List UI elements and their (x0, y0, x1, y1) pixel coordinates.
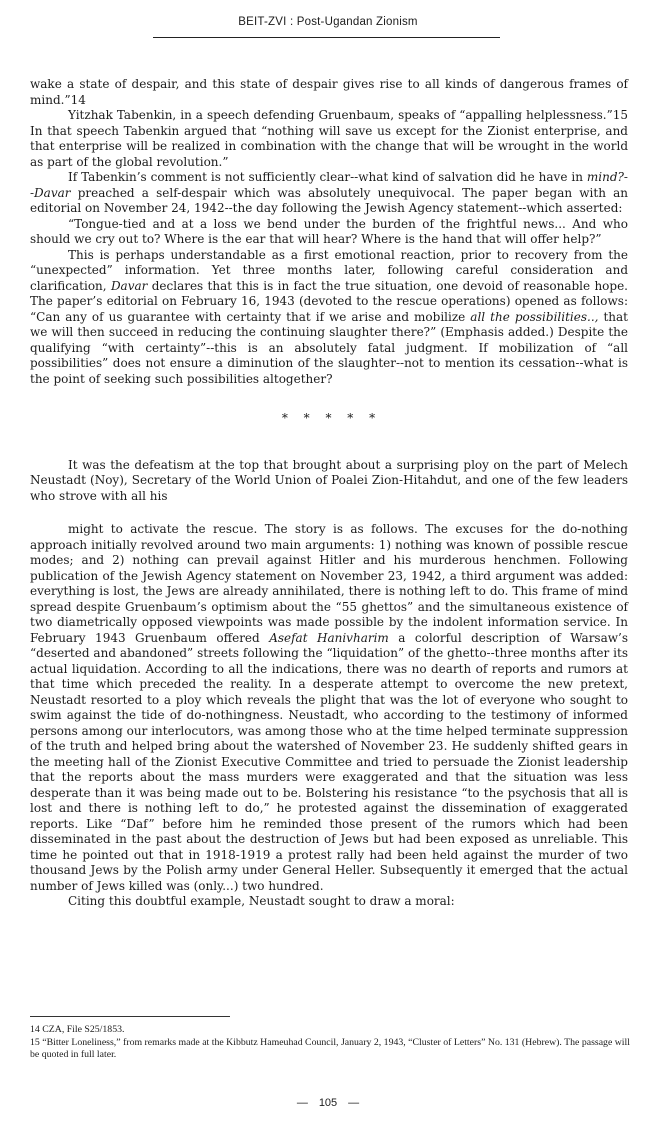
paragraph (30, 170, 628, 217)
text-run: preached a self-despair which was absolutely unequivocal. The paper began with an editorial on November 24, 1942--the day following the Jewish Agency statement--which asserted: (30, 185, 628, 215)
paragraph (30, 77, 628, 108)
text-run: wake a state of despair, and this state of despair gives rise to all kinds of dangerous frames of mind.”14 (30, 77, 628, 107)
text-run: Citing this doubtful example, Neustadt sought to draw a moral: (68, 894, 455, 908)
page-number: 105 (318, 1097, 338, 1109)
header-rule (153, 37, 500, 38)
paragraph (30, 248, 628, 388)
footnotes-list (30, 1024, 630, 1062)
body-text (30, 77, 628, 910)
paragraph-gap (30, 504, 628, 522)
italic-text-run: Asefat Hanivharim (269, 630, 389, 645)
running-header-title: BEIT-ZVI : Post-Ugandan Zionism (238, 16, 418, 28)
text-run: that we will then succeed in reducing the continuing slaughter there?” (Emphasis added.) Despite the qualifying “with certainty”--this is an absolutely fatal judgment. If mobilization of “all possibilities” does not ensure a diminution of the slaughter--not to mention its cessation--what is the point of seeking such possibilities altogether? (30, 309, 629, 386)
paragraph (30, 108, 628, 170)
footnote: 15 “Bitter Loneliness,” from remarks made at the Kibbutz Hameuhad Council, January 2, 1943, “Cluster of Letters” No. 131 (Hebrew). The passage will be quoted in full later. (30, 1036, 630, 1060)
paragraph (30, 458, 628, 505)
page-footer (0, 1097, 656, 1109)
footnote: 14 CZA, File S25/1853. (30, 1024, 125, 1035)
text-run: declares that this is in fact the true situation, one devoid of reasonable hope. The paper’s editorial on February 16, 1943 (devoted to the rescue operations) opened as follows: “Can any of us guarantee with certainty that if we arise and mobilize (30, 278, 628, 324)
footnote-separator-rule (30, 1016, 230, 1017)
section-separator: * * * * * (281, 411, 377, 425)
footer-left-dash: — (296, 1097, 308, 1109)
paragraph (30, 217, 628, 248)
italic-text-run: mind?--Davar (30, 170, 628, 200)
italic-text-run: Davar (110, 278, 148, 293)
text-run: a colorful description of Warsaw’s “deserted and abandoned” streets following the “liquidation” of the ghetto--three months after its actual liquidation. According to all the indications, there was no dearth of reports and rumors at that time which preceded the reality. In a desperate attempt to overcome the new pretext, Neustadt resorted to a ploy which reveals the plight that was the lot of everyone who sought to swim against the tide of do-nothingness. Neustadt, who according to the testimony of informed persons among our interlocutors, was among those who at the time helped terminate suppression of the truth and helped bring about the watershed of November 23. He suddenly shifted gears in the meeting hall of the Zionist Executive Committee and tried to persuade the Zionist leadership that the reports about the mass murders were exaggerated and that the situation was less desperate than it was being made out to be. Bolstering his resistance “to the psychosis that all is lost and there is nothing left to do,” he protested against the dissemination of exaggerated reports. Like “Daf” before him he reminded those present of the rumors which had been disseminated in the past about the destruction of Jews but had been exposed as unreliable. This time he pointed out that in 1918-1919 a protest rally had been held against the murder of two thousand Jews by the Polish army under General Heller. Subsequently it emerged that the actual number of Jews killed was (only...) two hundred. (30, 630, 628, 893)
paragraph (30, 522, 628, 894)
footer-right-dash: — (348, 1097, 360, 1109)
text-run: Yitzhak Tabenkin, in a speech defending Gruenbaum, speaks of “appalling helplessness.”15 In that speech Tabenkin argued that “nothing will save us except for the Zionist enterprise, and that enterprise will be realized in combination with the change that will be wrought in the world as part of the global revolution.” (30, 108, 628, 169)
text-run: If Tabenkin’s comment is not sufficiently clear--what kind of salvation did he have in (68, 170, 587, 184)
footnotes-section (30, 1016, 630, 1062)
text-run: “Tongue-tied and at a loss we bend under the burden of the frightful news... And who should we cry out to? Where is the ear that will hear? Where is the hand that will offer help?” (30, 216, 628, 246)
text-run: might to activate the rescue. The story is as follows. The excuses for the do-nothing approach initially revolved around two main arguments: 1) nothing was known of possible rescue modes; and 2) nothing can prevail against Hitler and his murderous henchmen. Following publication of the Jewish Agency statement on November 23, 1942, a third argument was added: everything is lost, the Jews are already annihilated, there is nothing left to do. This frame of mind spread despite Gruenbaum’s optimism about the “55 ghettos” and the simultaneous existence of two diametrically opposed viewpoints was made possible by the indolent information service. In February 1943 Gruenbaum offered (30, 522, 628, 645)
text-run: It was the defeatism at the top that brought about a surprising ploy on the part of Melech Neustadt (Noy), Secretary of the World Union of Poalei Zion-Hitahdut, and one of the few leaders who strove with all his (30, 457, 628, 503)
italic-text-run: all the possibilities.., (470, 309, 599, 324)
paragraph (30, 894, 628, 910)
running-header (0, 16, 656, 28)
text-run: This is perhaps understandable as a first emotional reaction, prior to recovery from the “unexpected” information. Yet three months later, following careful consideration and clarification, (30, 247, 628, 293)
